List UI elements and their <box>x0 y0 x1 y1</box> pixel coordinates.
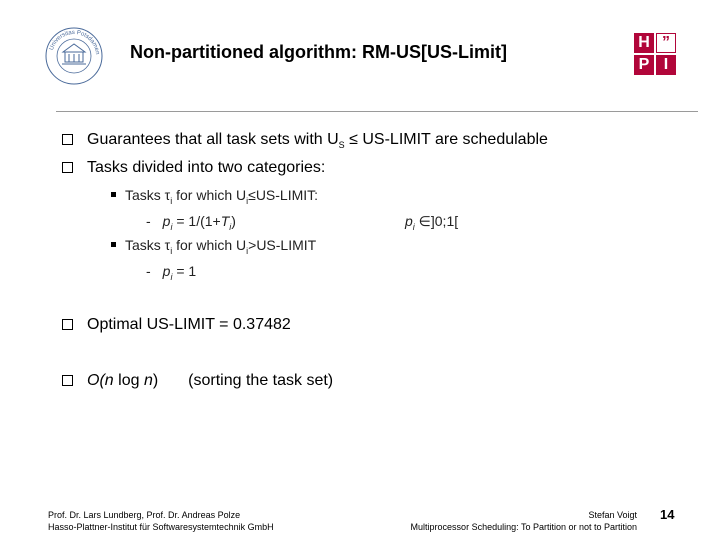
cat2-formula-p: p <box>162 263 171 279</box>
hpi-logo-quote: ” <box>656 33 676 53</box>
cat1-formula <box>146 213 236 232</box>
footer-presentation-title: Multiprocessor Scheduling: To Partition or not to Partition <box>410 522 637 532</box>
cat1-formula-tsub: i <box>229 221 232 232</box>
cat1-sub1: i <box>170 195 173 206</box>
cat1-suffix: ≤US-LIMIT: <box>248 187 319 203</box>
cat1-formula-close: ) <box>231 213 236 229</box>
optimal-text: Optimal US-LIMIT = 0.37482 <box>87 316 291 333</box>
tasks-divided-text: Tasks divided into two categories: <box>87 159 326 176</box>
cat2-sub1: i <box>170 245 173 256</box>
hollow-square-bullet-icon <box>62 134 73 145</box>
filled-square-bullet-icon <box>111 242 116 247</box>
footer-authors-line2: Hasso-Plattner-Institut für Softwaresystemtechnik GmbH <box>48 522 274 532</box>
bullet-optimal <box>62 316 291 334</box>
cat1-range <box>405 213 458 232</box>
svg-text:Universitas Potsdamensis: Universitas Potsdamen <box>48 29 100 55</box>
sub-bullet-category-1 <box>111 187 318 206</box>
cat2-formula-eq: = 1 <box>172 263 197 279</box>
sub-bullet-category-2 <box>111 237 316 256</box>
hpi-logo <box>634 33 678 77</box>
cat2-sub2: i <box>246 245 249 256</box>
cat1-range-sub: i <box>412 221 415 232</box>
cat2-formula-sub: i <box>170 271 173 282</box>
university-seal-logo <box>44 26 104 86</box>
cat1-formula-t: T <box>220 213 230 229</box>
bullet-tasks-divided <box>62 159 325 177</box>
hpi-logo-h: H <box>634 33 654 53</box>
cat1-range-value: ∈]0;1[ <box>414 213 459 229</box>
cat1-formula-eq: = 1/(1+ <box>172 213 221 229</box>
header-divider <box>56 111 698 112</box>
hpi-logo-i: I <box>656 55 676 75</box>
bullet-complexity <box>62 372 333 390</box>
cat2-suffix: >US-LIMIT <box>248 237 317 253</box>
cat1-sub2: i <box>246 195 249 206</box>
complexity-n1: n <box>104 372 114 389</box>
complexity-note: (sorting the task set) <box>188 372 334 389</box>
footer-presenter <box>411 509 637 533</box>
complexity-n2: n <box>143 372 153 389</box>
hollow-square-bullet-icon <box>62 375 73 386</box>
dash-bullet: - <box>146 263 151 279</box>
complexity-open: O( <box>87 372 105 389</box>
filled-square-bullet-icon <box>111 192 116 197</box>
bullet-guarantee <box>62 131 548 150</box>
guarantee-suffix: ≤ US-LIMIT are schedulable <box>344 131 548 148</box>
cat2-mid: for which U <box>172 237 247 253</box>
dash-bullet: - <box>146 213 151 229</box>
hollow-square-bullet-icon <box>62 162 73 173</box>
complexity-log: log <box>113 372 144 389</box>
cat2-prefix: Tasks τ <box>125 237 171 253</box>
footer-authors-line1: Prof. Dr. Lars Lundberg, Prof. Dr. Andreas Polze <box>48 510 241 520</box>
page-number: 14 <box>660 507 675 522</box>
guarantee-sub: S <box>338 140 345 151</box>
hollow-square-bullet-icon <box>62 319 73 330</box>
footer-authors <box>48 509 274 533</box>
cat1-mid: for which U <box>172 187 247 203</box>
slide-title: Non-partitioned algorithm: RM-US[US-Limit] <box>130 42 507 62</box>
cat1-prefix: Tasks τ <box>125 187 171 203</box>
cat2-formula <box>146 263 196 282</box>
cat1-formula-p: p <box>162 213 171 229</box>
cat1-formula-sub: i <box>170 221 173 232</box>
footer-presenter-name: Stefan Voigt <box>588 510 637 520</box>
complexity-close: ) <box>152 372 159 389</box>
hpi-logo-p: P <box>634 55 654 75</box>
cat1-range-p: p <box>405 213 413 229</box>
guarantee-prefix: Guarantees that all task sets with U <box>87 131 339 148</box>
